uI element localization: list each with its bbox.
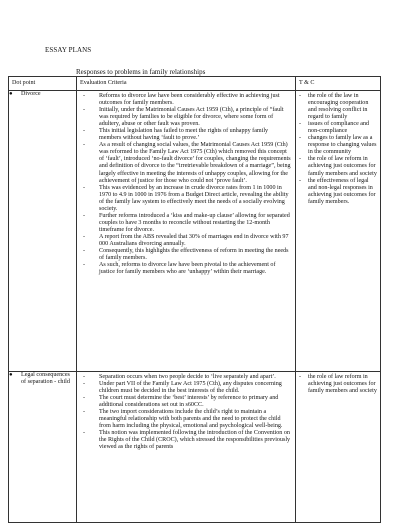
criteria-item [77,107,291,128]
criteria-text: Initially, under the Matrimonial Causes Act 1959 (Cth), a principle of “fault was required by families to be eligible for divorce, where some form of adultery, abuse or other fault was proven. [99,107,284,128]
dash-bullet-icon: - [83,212,86,219]
dash-bullet-icon: - [83,233,86,240]
table-row-divorce [9,91,381,372]
criteria-text: As such, reforms to divorce law have been pivotal to the achievement of justice for family members who are ‘unhappy’ within their marriage. [99,262,276,276]
t-and-c-text: changes to family law as a response to changing values in the community [308,135,377,156]
column-header-dot-point: Dot point [9,77,77,91]
dot-point-label: Divorce [21,91,41,97]
criteria-item [77,142,291,184]
criteria-list [77,372,295,452]
dash-bullet-icon: - [299,135,302,142]
t-and-c-text: the role of the law in encouraging cooperation and resolving conflict in regard to family [308,93,369,121]
dash-bullet-icon: - [83,142,86,149]
table-row-legal-consequences [9,372,381,523]
criteria-item [77,262,291,276]
dash-bullet-icon: - [299,177,302,184]
t-and-c-cell [296,372,381,523]
t-and-c-text: the role of law reform in achieving just outcomes for family members and society [308,156,377,177]
criteria-list [77,91,295,276]
dot-point-cell [9,372,77,523]
dash-bullet-icon: - [83,248,86,255]
criteria-item [77,128,291,142]
column-header-evaluation-criteria: Evaluation Criteria [77,77,296,91]
dash-bullet-icon: - [83,395,86,402]
t-and-c-item [296,178,378,206]
t-and-c-item [296,135,378,156]
criteria-item [77,248,291,262]
criteria-item [77,381,291,395]
criteria-text: Further reforms introduced a ‘kiss and make-up clause’ allowing for separated couples to have 3 months to reconcile without restarting the 12-month timeframe for divorce. [99,212,290,233]
document-title: ESSAY PLANS [45,46,92,54]
criteria-text: As a result of changing social values, the Matrimonial Causes Act 1959 (Cth) was reformed to the Family Law Act 1975 (Cth) which removed this concept of ‘fault’, introduced ‘no-fault divorce’ for couples, changing the requirements and definition of divorce to the “irretrievable breakdown of a marriage”, being largely effective in meeting the interests of unhappy couples, allowing for the achievement of justice for those who could not ‘prove fault’. [99,142,291,184]
dot-point-cell [9,91,77,372]
t-and-c-list [296,91,380,206]
dash-bullet-icon: - [83,409,86,416]
criteria-text: Under part VII of the Family Law Act 1975 (Cth), any disputes concerning children must be decided in the best interests of the child. [99,381,282,395]
evaluation-criteria-cell [77,91,296,372]
criteria-text: The two import considerations include the child’s right to maintain a meaningful relationship with both parents and the need to protect the child from harm including the physical, emotional and psychological well-being. [99,409,283,430]
criteria-text: This notion was implemented following the introduction of the Convention on the Rights of the Child (CROC), which stressed the responsibilities previously viewed as the rights of parents [99,430,291,451]
t-and-c-item [296,374,378,395]
criteria-item [77,374,291,381]
dash-bullet-icon: - [299,121,302,128]
t-and-c-item [296,156,378,177]
criteria-text: Separation occurs when two people decide to ‘live separately and apart’. [99,374,276,380]
dot-point-label: Legal consequences of separation - child [21,372,70,386]
dash-bullet-icon: - [83,374,86,380]
criteria-text: This was evidenced by an increase in crude divorce rates from 1 in 1000 in 1970 to 4.9 in 1000 in 1976 from a Budget Direct article, revealing the ability of the family law system to effectively meet the needs of a socially evolving society. [99,184,289,212]
dash-bullet-icon: - [83,93,86,99]
dash-bullet-icon: - [83,107,86,114]
criteria-item [77,395,291,409]
t-and-c-text: the effectiveness of legal and non-legal responses in achieving just outcomes for family members. [308,177,376,205]
document-subtitle: Responses to problems in family relationships [76,68,206,76]
dash-bullet-icon: - [299,93,302,99]
dash-bullet-icon: - [83,128,86,135]
criteria-text: A report from the ABS revealed that 30% of marriages end in divorce with 97 000 Australians divorcing annually. [99,233,289,247]
criteria-item [77,213,291,234]
column-header-t-and-c: T & C [296,77,381,91]
t-and-c-text: issues of compliance and non-compliance [308,121,370,135]
dash-bullet-icon: - [83,430,86,437]
dash-bullet-icon: - [299,374,302,380]
criteria-text: The court must determine the ‘best’ interests’ by reference to primary and additional considerations set out in s60CC. [99,395,279,409]
criteria-text: Reforms to divorce law have been considerably effective in achieving just outcomes for family members. [99,93,280,107]
essay-plan-table [8,76,381,523]
bullet-icon: ● [9,372,13,378]
bullet-icon: ● [9,91,13,97]
dash-bullet-icon: - [83,381,86,388]
evaluation-criteria-cell [77,372,296,523]
criteria-text: This initial legislation has failed to meet the rights of unhappy family members without having ‘fault to prove.’ [99,128,269,142]
t-and-c-list [296,372,380,395]
criteria-item [77,93,291,107]
dash-bullet-icon: - [83,262,86,269]
criteria-item [77,409,291,430]
dash-bullet-icon: - [299,156,302,163]
criteria-text: Consequently, this highlights the effectiveness of reform in meeting the needs of family members. [99,248,289,262]
dash-bullet-icon: - [83,184,86,191]
criteria-item [77,234,291,248]
t-and-c-cell [296,91,381,372]
t-and-c-text: the role of law reform in achieving just outcomes for family members and society [308,374,377,395]
t-and-c-item [296,121,378,135]
criteria-item [77,185,291,213]
table-header-row [9,77,381,91]
t-and-c-item [296,93,378,121]
criteria-item [77,430,291,451]
